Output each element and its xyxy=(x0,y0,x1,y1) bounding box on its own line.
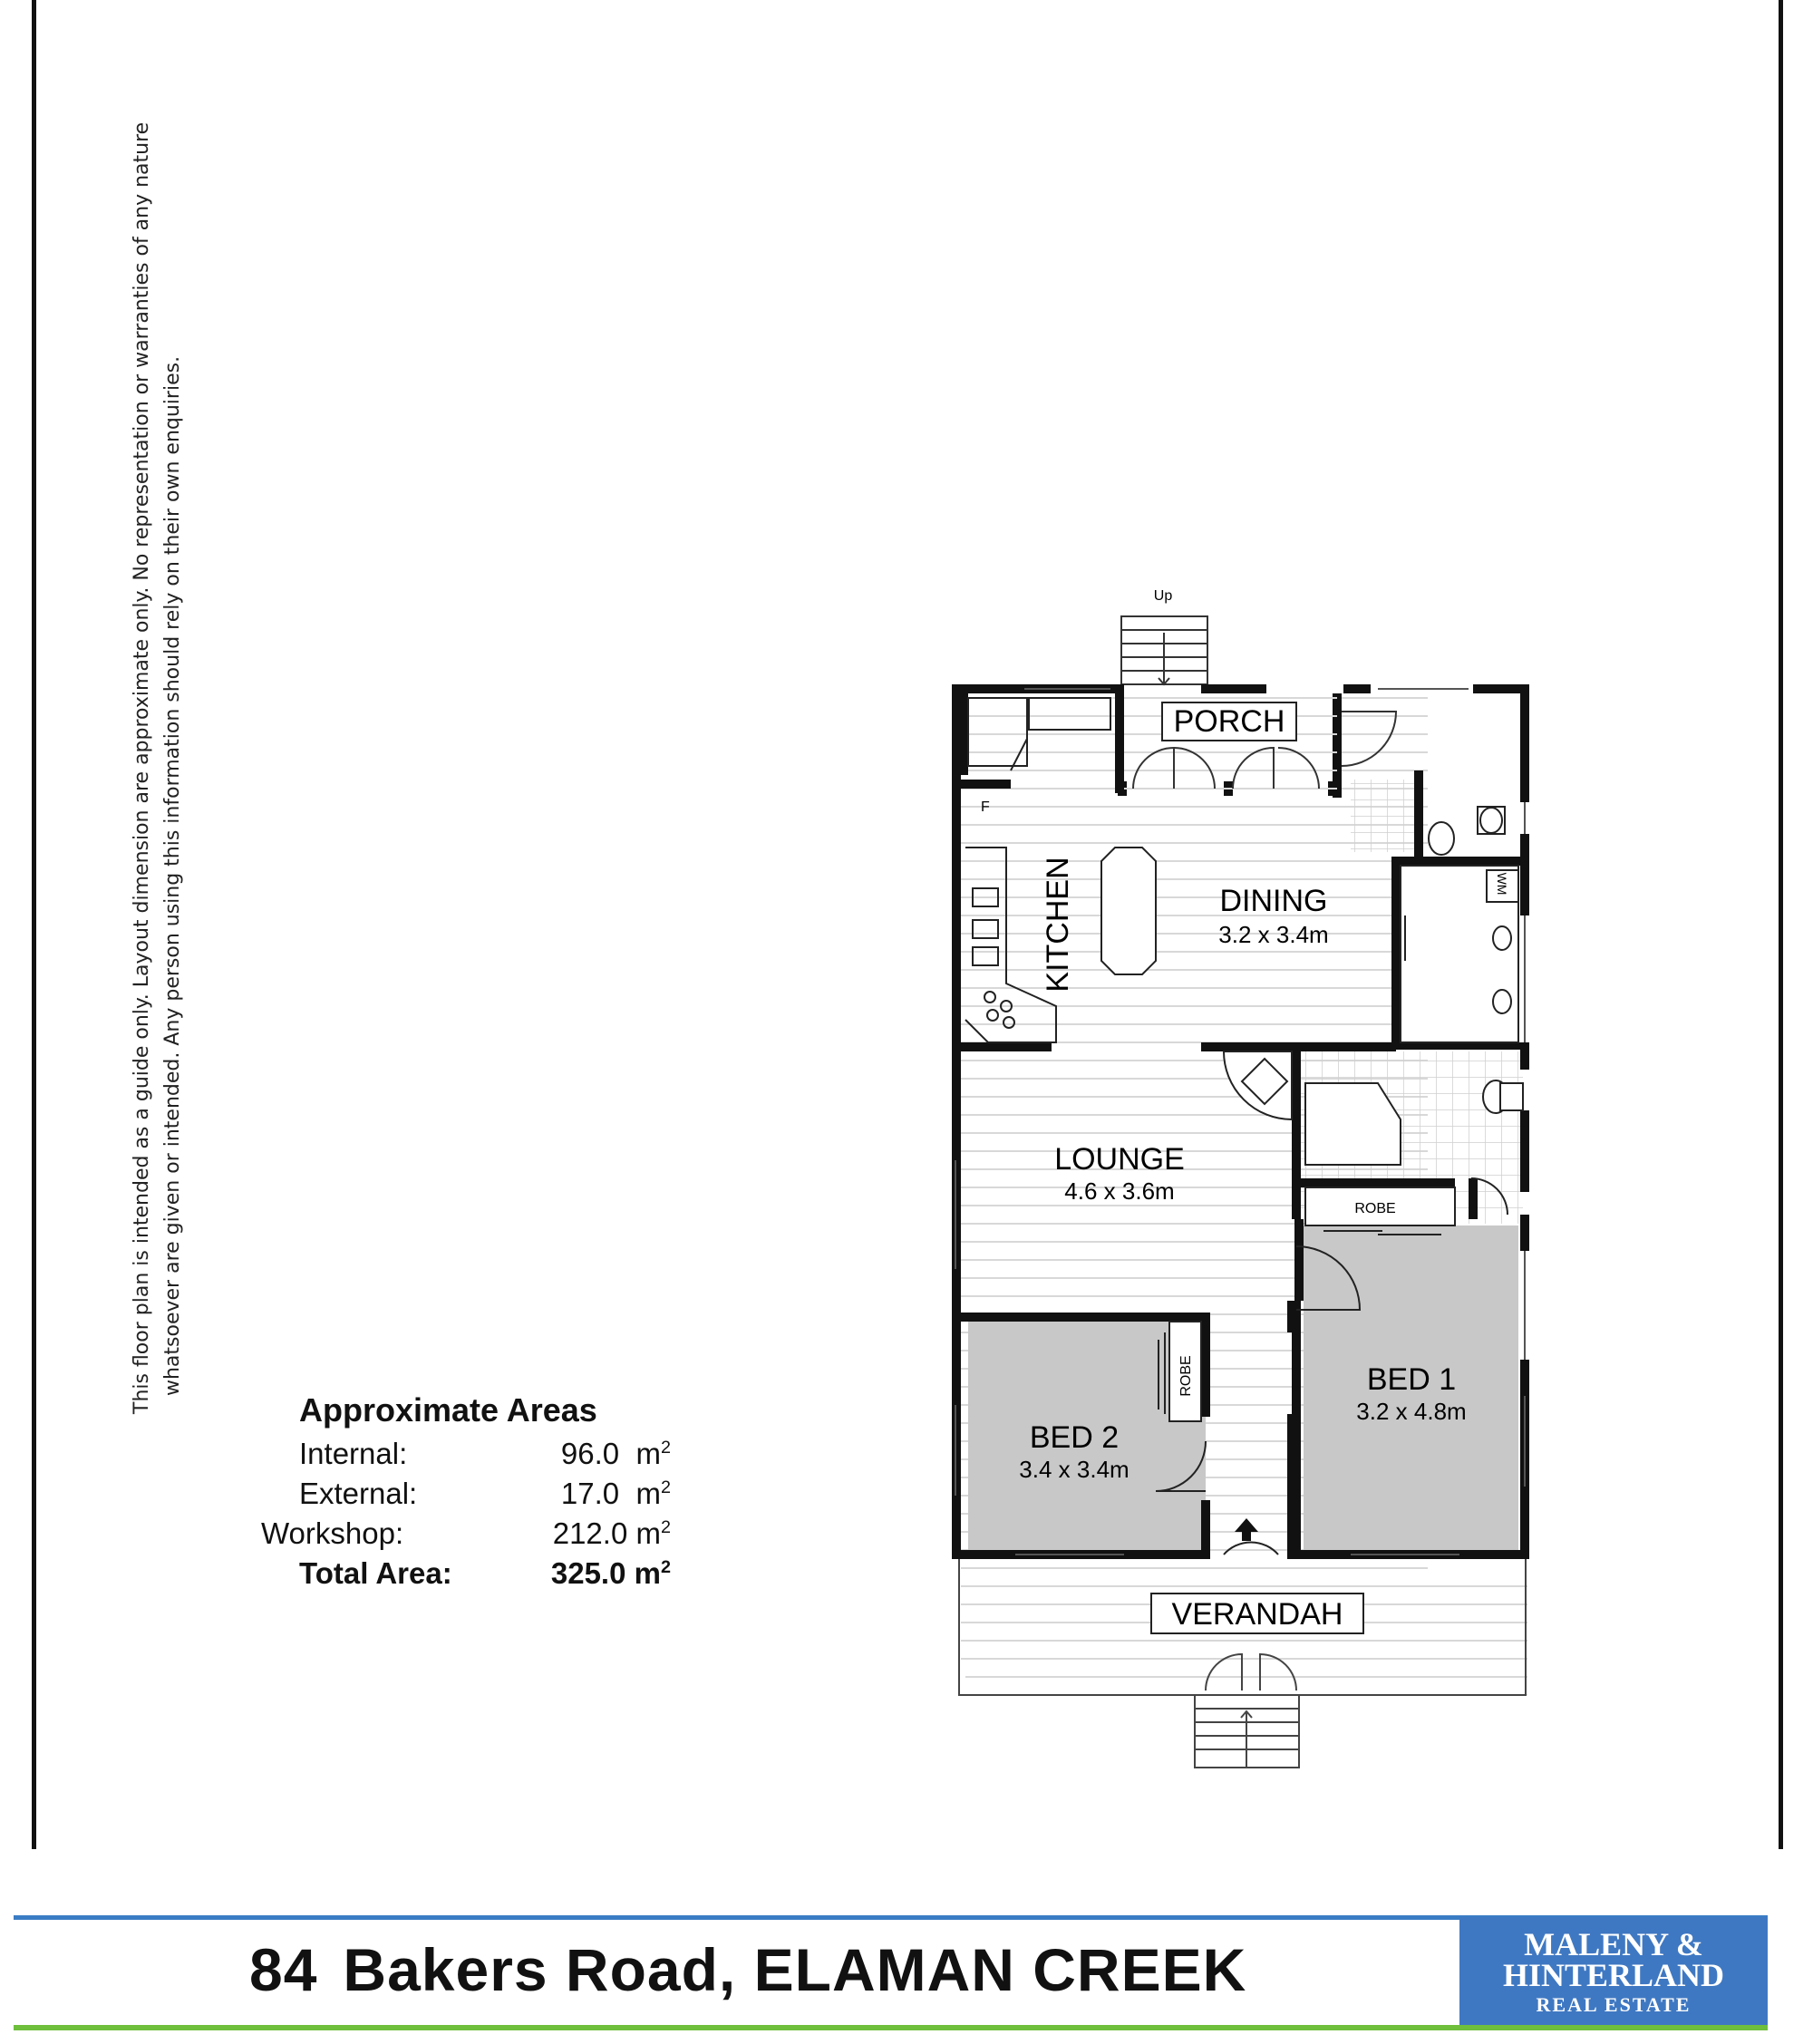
toilet-top xyxy=(1429,807,1505,855)
disclaimer-line-1: This floor plan is intended as a guide only. Layout dimension are approximate only. No representation or warranties of any nature xyxy=(131,121,153,1414)
dining-label: DINING xyxy=(1219,884,1328,918)
area-row-workshop xyxy=(254,1516,671,1556)
bed1-dims: 3.2 x 4.8m xyxy=(1356,1398,1467,1425)
logo-line-2: HINTERLAND xyxy=(1502,1957,1725,1993)
toilet-tiles xyxy=(1351,780,1423,852)
property-address xyxy=(249,1935,1246,2004)
wm-label: WM xyxy=(1495,872,1509,896)
logo-line-1: MALENY & xyxy=(1524,1926,1703,1962)
area-value: 212.0 $m^2$ xyxy=(552,1516,671,1550)
area-label: Workshop: xyxy=(261,1516,404,1550)
robe-side-label: ROBE xyxy=(1178,1355,1194,1397)
bed2-dims: 3.4 x 3.4m xyxy=(1019,1456,1129,1483)
disclaimer-line-2: whatsoever are given or intended. Any person using this information should rely on their own enquiries. xyxy=(161,355,184,1396)
area-label: Internal: xyxy=(299,1437,408,1470)
agency-logo xyxy=(1459,1917,1768,2026)
street-name: Bakers Road, ELAMAN CREEK xyxy=(343,1936,1247,2003)
stairs-up xyxy=(1121,616,1207,684)
verandah-label: VERANDAH xyxy=(1171,1597,1343,1632)
area-row-total xyxy=(254,1556,671,1596)
robe-top-label: ROBE xyxy=(1354,1201,1396,1216)
area-row-external xyxy=(254,1477,671,1516)
bed2-label: BED 2 xyxy=(1029,1420,1120,1455)
street-number: 84 xyxy=(249,1936,318,2003)
bed1-label: BED 1 xyxy=(1366,1362,1457,1397)
stairs-up-label: Up xyxy=(1153,588,1173,604)
area-row-internal xyxy=(254,1437,671,1477)
area-total-label: Total Area: xyxy=(299,1556,452,1590)
living-floor xyxy=(961,778,1405,1050)
porch-label: PORCH xyxy=(1173,704,1285,739)
area-label: External: xyxy=(299,1477,418,1510)
area-total-value: 325.0 $m^2$ xyxy=(550,1556,671,1590)
area-value: 96.0 $m^2$ xyxy=(560,1437,671,1470)
footer-green-rule xyxy=(14,2025,1768,2030)
lounge-dims: 4.6 x 3.6m xyxy=(1064,1177,1175,1205)
dining-dims: 3.2 x 3.4m xyxy=(1218,921,1329,948)
logo-line-3: REAL ESTATE xyxy=(1536,1993,1692,2016)
kitchen-label: KITCHEN xyxy=(1041,857,1075,993)
lounge-label: LOUNGE xyxy=(1054,1142,1185,1177)
areas-title: Approximate Areas xyxy=(299,1391,597,1429)
fridge-label: F xyxy=(981,799,990,815)
area-value: 17.0 $m^2$ xyxy=(560,1477,671,1510)
dining-table xyxy=(1101,848,1156,974)
